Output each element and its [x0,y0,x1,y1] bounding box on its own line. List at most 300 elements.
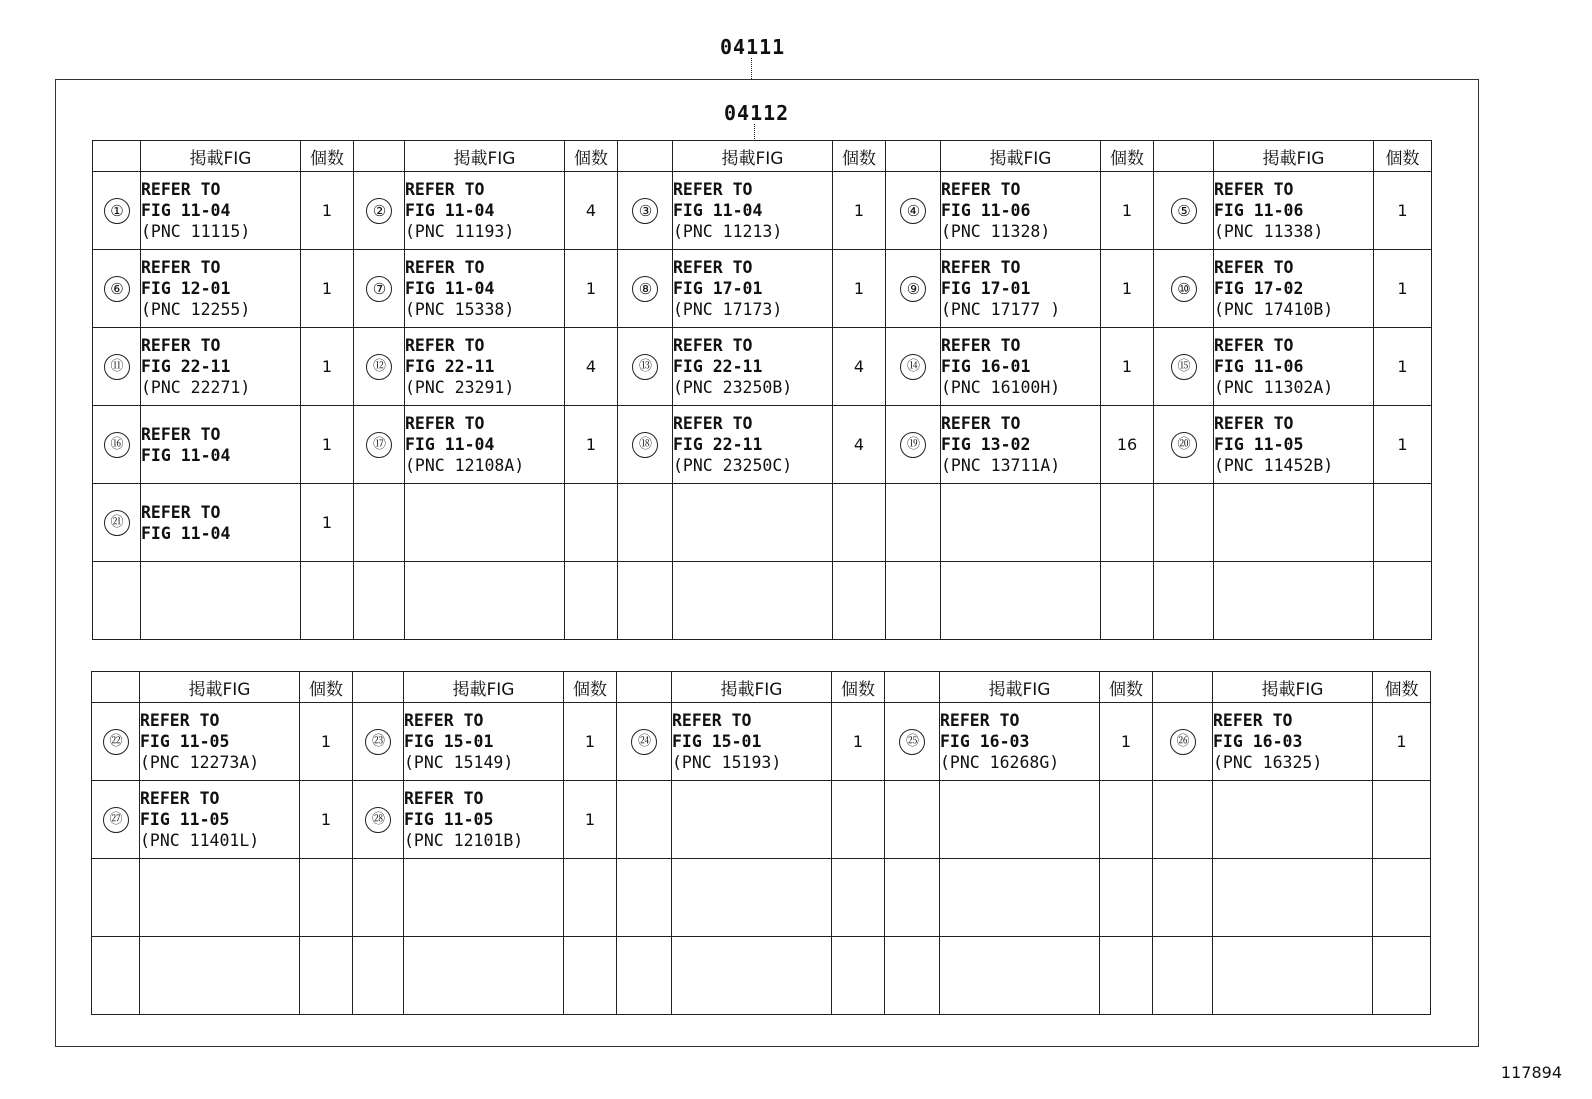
figure-reference-cell [941,328,1101,406]
figure-reference-cell [1214,406,1374,484]
header-row [92,672,1431,703]
item-number-cell [354,484,405,562]
refer-to-text: REFER TO [141,336,221,355]
pnc-code: (PNC 11193) [405,222,515,241]
quantity-cell: 1 [1100,703,1153,781]
figure-number: FIG 11-04 [141,523,231,543]
figure-reference-cell [941,562,1101,640]
refer-to-text: REFER TO [141,180,221,199]
figure-reference-cell [673,328,833,406]
figure-reference-cell [672,703,832,781]
figure-number: FIG 22-11 [405,357,495,376]
figure-number: FIG 12-01 [141,279,231,298]
quantity-cell [564,859,617,937]
quantity-cell: 1 [565,250,618,328]
pnc-code: (PNC 16100H) [941,378,1061,397]
quantity-cell [565,484,618,562]
figure-reference-cell [1213,937,1373,1015]
figure-number: FIG 11-05 [140,810,230,829]
figure-number: FIG 15-01 [404,732,494,751]
header-qty: 個数 [832,672,885,703]
item-number-cell [886,172,941,250]
header-no-cell [354,141,405,172]
header-fig: 掲載FIG [673,141,833,172]
figure-number: FIG 11-04 [673,201,763,220]
figure-reference [940,710,1099,773]
quantity-cell: 4 [833,328,886,406]
figure-reference [941,413,1100,476]
figure-reference-cell [941,250,1101,328]
header-qty: 個数 [833,141,886,172]
item-number-cell [93,484,141,562]
figure-reference-cell [940,703,1100,781]
refer-to-text: REFER TO [941,258,1021,277]
figure-reference [941,335,1100,398]
figure-reference [141,179,300,242]
inner-leader-line [754,124,755,141]
header-fig: 掲載FIG [1214,141,1374,172]
item-number: ⑫ [366,354,392,380]
figure-number: FIG 11-04 [141,201,231,220]
quantity-cell: 1 [833,172,886,250]
item-number-cell [886,484,941,562]
table-row [93,172,1432,250]
quantity-cell [1373,859,1431,937]
header-fig: 掲載FIG [404,672,564,703]
item-number-cell [92,781,140,859]
refer-to-text: REFER TO [1214,414,1294,433]
header-fig: 掲載FIG [940,672,1100,703]
header-no-cell [1153,672,1213,703]
item-number-cell [1153,703,1213,781]
quantity-cell: 1 [301,484,354,562]
figure-number: FIG 11-04 [405,279,495,298]
refer-to-text: REFER TO [1214,180,1294,199]
figure-reference [1214,335,1373,398]
quantity-cell [833,562,886,640]
pnc-code: (PNC 11328) [941,222,1051,241]
item-number-cell [886,328,941,406]
figure-number: FIG 22-11 [673,357,763,376]
figure-number: FIG 11-05 [404,810,494,829]
refer-to-text: REFER TO [941,180,1021,199]
quantity-cell [832,781,885,859]
quantity-cell: 1 [300,703,353,781]
figure-reference [672,710,831,773]
refer-to-text: REFER TO [405,414,485,433]
quantity-cell [565,562,618,640]
quantity-cell: 4 [833,406,886,484]
figure-reference [941,179,1100,242]
quantity-cell [564,937,617,1015]
refer-to-text: REFER TO [1213,711,1293,730]
figure-reference-cell [941,484,1101,562]
figure-reference-cell [940,859,1100,937]
refer-to-text: REFER TO [941,336,1021,355]
item-number-cell [618,406,673,484]
refer-to-text: REFER TO [141,502,221,522]
item-number-cell [1153,859,1213,937]
item-number-cell [353,937,404,1015]
figure-reference [141,502,300,544]
figure-number: FIG 16-03 [1213,732,1303,751]
item-number: ㉗ [103,807,129,833]
pnc-code: (PNC 11338) [1214,222,1324,241]
item-number-cell [1154,328,1214,406]
header-qty: 個数 [1100,672,1153,703]
item-number: ② [366,198,392,224]
pnc-code: (PNC 22271) [141,378,251,397]
item-number-cell [886,406,941,484]
quantity-cell: 1 [1374,328,1432,406]
refer-to-text: REFER TO [940,711,1020,730]
figure-reference-cell [404,703,564,781]
figure-reference [405,413,564,476]
item-number-cell [885,781,940,859]
quantity-cell [1374,562,1432,640]
figure-reference-cell [673,562,833,640]
table-row [92,703,1431,781]
item-number: ⑲ [900,432,926,458]
figure-reference-cell [405,328,565,406]
quantity-cell: 16 [1101,406,1154,484]
figure-number: FIG 16-01 [941,357,1031,376]
quantity-cell: 1 [301,250,354,328]
quantity-cell [1373,937,1431,1015]
figure-reference-cell [941,172,1101,250]
parts-table-1 [92,140,1432,640]
figure-number: FIG 11-06 [941,201,1031,220]
item-number-cell [1154,562,1214,640]
figure-number: FIG 11-06 [1214,201,1304,220]
header-fig: 掲載FIG [140,672,300,703]
figure-reference-cell [404,859,564,937]
item-number-cell [1154,406,1214,484]
item-number-cell [1153,937,1213,1015]
figure-reference [404,788,563,851]
figure-number: FIG 11-04 [405,435,495,454]
item-number-cell [886,562,941,640]
item-number: ㉖ [1170,729,1196,755]
quantity-cell [300,937,353,1015]
quantity-cell: 1 [300,781,353,859]
item-number: ⑭ [900,354,926,380]
pnc-code: (PNC 12255) [141,300,251,319]
header-no-cell [92,672,140,703]
figure-reference [141,335,300,398]
quantity-cell [832,859,885,937]
item-number-cell [92,703,140,781]
item-number: ㉕ [899,729,925,755]
header-no-cell [353,672,404,703]
header-no-cell [886,141,941,172]
figure-reference-cell [140,781,300,859]
item-number-cell [618,172,673,250]
inner-label: 04112 [724,101,790,125]
quantity-cell: 1 [1101,250,1154,328]
figure-number: FIG 11-04 [141,445,231,465]
figure-reference-cell [405,562,565,640]
quantity-cell: 1 [565,406,618,484]
figure-reference [404,710,563,773]
header-qty: 個数 [1101,141,1154,172]
item-number-cell [93,406,141,484]
quantity-cell [301,562,354,640]
figure-reference-cell [404,937,564,1015]
quantity-cell [1374,484,1432,562]
pnc-code: (PNC 11115) [141,222,251,241]
item-number: ⑩ [1171,276,1197,302]
figure-reference-cell [1214,250,1374,328]
figure-reference [1214,179,1373,242]
figure-reference-cell [1213,859,1373,937]
figure-reference-cell [940,937,1100,1015]
figure-reference-cell [1213,703,1373,781]
figure-reference [1214,413,1373,476]
quantity-cell: 1 [301,406,354,484]
figure-reference-cell [140,703,300,781]
figure-reference-cell [404,781,564,859]
quantity-cell: 1 [301,172,354,250]
header-qty: 個数 [1373,672,1431,703]
item-number: ③ [632,198,658,224]
pnc-code: (PNC 17177 ) [941,300,1061,319]
item-number-cell [354,562,405,640]
figure-reference-cell [141,250,301,328]
quantity-cell [300,859,353,937]
item-number-cell [93,328,141,406]
figure-reference-cell [141,562,301,640]
figure-reference-cell [941,406,1101,484]
figure-number: FIG 11-06 [1214,357,1304,376]
table-row [93,250,1432,328]
quantity-cell: 1 [1374,172,1432,250]
pnc-code: (PNC 17173) [673,300,783,319]
quantity-cell: 1 [1101,328,1154,406]
item-number: ⑰ [366,432,392,458]
figure-reference [673,179,832,242]
figure-reference [140,710,299,773]
header-qty: 個数 [565,141,618,172]
outer-label: 04111 [720,35,786,59]
figure-reference-cell [141,406,301,484]
refer-to-text: REFER TO [673,336,753,355]
item-number: ⑯ [104,432,130,458]
item-number-cell [354,328,405,406]
pnc-code: (PNC 11302A) [1214,378,1334,397]
item-number-cell [1153,781,1213,859]
item-number: ㉘ [365,807,391,833]
item-number-cell [886,250,941,328]
figure-reference [141,424,300,466]
quantity-cell: 1 [832,703,885,781]
table-row [92,937,1431,1015]
quantity-cell [1101,484,1154,562]
figure-reference [1214,257,1373,320]
table-row [93,562,1432,640]
header-no-cell [617,672,672,703]
figure-number: FIG 11-05 [140,732,230,751]
refer-to-text: REFER TO [140,789,220,808]
item-number-cell [885,703,940,781]
pnc-code: (PNC 15149) [404,753,514,772]
quantity-cell: 1 [1101,172,1154,250]
header-no-cell [885,672,940,703]
item-number-cell [93,562,141,640]
item-number: ⑨ [900,276,926,302]
quantity-cell [832,937,885,1015]
quantity-cell [1101,562,1154,640]
figure-number: FIG 22-11 [141,357,231,376]
refer-to-text: REFER TO [141,258,221,277]
table-row [92,781,1431,859]
quantity-cell: 1 [564,703,617,781]
item-number-cell [618,250,673,328]
figure-reference-cell [141,172,301,250]
figure-reference [673,257,832,320]
item-number-cell [618,562,673,640]
figure-reference [141,257,300,320]
header-fig: 掲載FIG [941,141,1101,172]
header-qty: 個数 [300,672,353,703]
quantity-cell [1373,781,1431,859]
refer-to-text: REFER TO [140,711,220,730]
figure-reference [405,335,564,398]
figure-number: FIG 11-04 [405,201,495,220]
item-number-cell [93,250,141,328]
quantity-cell: 4 [565,172,618,250]
quantity-cell [833,484,886,562]
pnc-code: (PNC 16325) [1213,753,1323,772]
item-number-cell [93,172,141,250]
item-number: ㉔ [631,729,657,755]
item-number-cell [92,937,140,1015]
parts-table-2 [91,671,1431,1015]
quantity-cell: 1 [833,250,886,328]
item-number-cell [354,172,405,250]
figure-reference-cell [140,859,300,937]
quantity-cell [1100,937,1153,1015]
item-number-cell [353,859,404,937]
item-number: ⑱ [632,432,658,458]
figure-reference-cell [1214,562,1374,640]
header-no-cell [93,141,141,172]
figure-reference-cell [673,172,833,250]
header-qty: 個数 [564,672,617,703]
pnc-code: (PNC 13711A) [941,456,1061,475]
figure-reference-cell [673,406,833,484]
figure-reference [405,257,564,320]
figure-number: FIG 15-01 [672,732,762,751]
pnc-code: (PNC 23250C) [673,456,793,475]
figure-reference-cell [1214,484,1374,562]
quantity-cell: 1 [1374,406,1432,484]
item-number: ⑦ [366,276,392,302]
refer-to-text: REFER TO [672,711,752,730]
refer-to-text: REFER TO [405,336,485,355]
refer-to-text: REFER TO [673,414,753,433]
figure-number: FIG 17-01 [941,279,1031,298]
header-row [93,141,1432,172]
header-fig: 掲載FIG [405,141,565,172]
figure-number: FIG 16-03 [940,732,1030,751]
quantity-cell: 1 [564,781,617,859]
table-row [93,328,1432,406]
item-number-cell [885,937,940,1015]
figure-number: FIG 22-11 [673,435,763,454]
figure-reference-cell [141,328,301,406]
quantity-cell [1100,781,1153,859]
figure-reference-cell [672,859,832,937]
quantity-cell: 1 [301,328,354,406]
figure-reference-cell [1214,172,1374,250]
refer-to-text: REFER TO [404,711,484,730]
refer-to-text: REFER TO [673,258,753,277]
header-qty: 個数 [301,141,354,172]
pnc-code: (PNC 11452B) [1214,456,1334,475]
pnc-code: (PNC 23291) [405,378,515,397]
figure-reference-cell [1213,781,1373,859]
item-number-cell [617,781,672,859]
item-number-cell [617,703,672,781]
item-number-cell [618,328,673,406]
header-fig: 掲載FIG [672,672,832,703]
figure-reference-cell [673,484,833,562]
table-row [92,859,1431,937]
pnc-code: (PNC 15338) [405,300,515,319]
item-number-cell [354,250,405,328]
item-number: ⑥ [104,276,130,302]
item-number-cell [1154,172,1214,250]
image-code: 117894 [1500,1063,1562,1082]
item-number-cell [353,703,404,781]
item-number: ㉑ [104,510,130,536]
item-number-cell [92,859,140,937]
pnc-code: (PNC 12108A) [405,456,525,475]
figure-reference-cell [405,406,565,484]
quantity-cell: 4 [565,328,618,406]
item-number: ㉓ [365,729,391,755]
figure-reference [140,788,299,851]
item-number: ⑬ [632,354,658,380]
item-number: ⑧ [632,276,658,302]
item-number: ⑪ [104,354,130,380]
figure-number: FIG 17-01 [673,279,763,298]
figure-reference-cell [673,250,833,328]
item-number-cell [353,781,404,859]
quantity-cell [1100,859,1153,937]
figure-reference-cell [405,484,565,562]
item-number-cell [1154,484,1214,562]
figure-number: FIG 13-02 [941,435,1031,454]
figure-number: FIG 11-05 [1214,435,1304,454]
figure-reference-cell [405,250,565,328]
refer-to-text: REFER TO [1214,258,1294,277]
figure-reference-cell [405,172,565,250]
item-number: ④ [900,198,926,224]
pnc-code: (PNC 11213) [673,222,783,241]
pnc-code: (PNC 17410B) [1214,300,1334,319]
header-fig: 掲載FIG [141,141,301,172]
pnc-code: (PNC 12273A) [140,753,260,772]
header-no-cell [1154,141,1214,172]
item-number: ① [104,198,130,224]
pnc-code: (PNC 15193) [672,753,782,772]
pnc-code: (PNC 12101B) [404,831,524,850]
pnc-code: (PNC 11401L) [140,831,260,850]
item-number-cell [885,859,940,937]
item-number-cell [354,406,405,484]
